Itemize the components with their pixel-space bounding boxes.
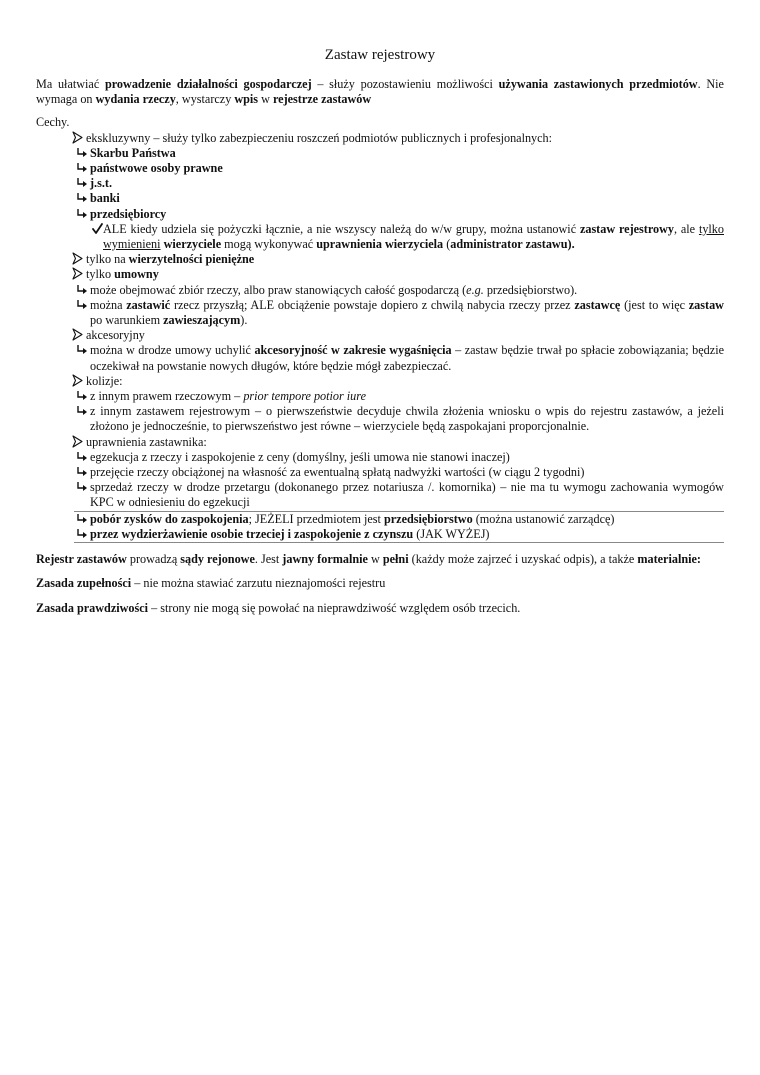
sublist-item [76, 146, 724, 161]
hollow-arrow-icon [72, 435, 86, 448]
sublist-text: sprzedaż rzeczy w drodze przetargu (dokonanego przez notariusza /. komornika) – nie ma tu wymogu zachowania wymogów KPC w odniesieniu do egzekucji [90, 480, 724, 510]
document-page [36, 46, 724, 616]
sublist-text: z innym prawem rzeczowym – [90, 389, 244, 404]
note-bold: uprawnienia wierzyciela [316, 237, 444, 252]
list-item-text: ekskluzywny – służy tylko zabezpieczeniu roszczeń podmiotów publicznych i profesjonalnych: [86, 130, 553, 145]
hook-arrow-icon [76, 146, 90, 159]
note-text: ALE kiedy udziela się pożyczki łącznie, a nie wszyscy należą do w/w grupy, można ustanowić [103, 221, 580, 236]
intro-text: . Nie wymaga on [36, 77, 724, 107]
paragraph-bold: jawny formalnie [282, 552, 368, 567]
sublist-text: z innym zastawem rejestrowym – o pierwszeństwie decyduje chwila złożenia wniosku o wpis do rejestru zastawów, a jeżeli złożono je jednocześnie, to pierwszeństwo jest równe – wierzyciele będą zaspokajani proporcjonalnie. [90, 404, 724, 434]
hook-arrow-icon [76, 389, 90, 402]
note-text: ( [443, 237, 451, 252]
sublist-text: (można ustanowić zarządcę) [472, 511, 615, 526]
intro-text: – służy pozostawieniu możliwości [311, 77, 499, 91]
intro-text: Ma ułatwiać [36, 77, 105, 91]
entity-label: j.s.t. [90, 176, 113, 191]
note-bold: administrator zastawu). [450, 237, 575, 252]
hollow-arrow-icon [72, 252, 86, 265]
list-item-uprawnienia [72, 435, 724, 450]
sublist-text: – zastaw będzie trwał po spłacie zobowiązania; będzie oczekiwał na powstanie nowych długów, które będzie mógł zabezpieczać. [90, 343, 724, 373]
sublist-bold: przedsiębiorstwo [383, 511, 473, 526]
divider [74, 542, 724, 543]
hook-arrow-icon [76, 176, 90, 189]
zupelnosc-paragraph [36, 576, 724, 591]
entity-label: państwowe osoby prawne [90, 161, 223, 176]
sublist-item [76, 450, 724, 465]
sublist-item [76, 298, 724, 328]
hook-arrow-icon [76, 480, 90, 493]
paragraph-text: – strony nie mogą się powołać na nieprawdziwość względem osób trzecich. [148, 600, 521, 615]
sublist-text: przedsiębiorstwo). [483, 282, 578, 297]
sublist-bold: zastawić [126, 297, 171, 312]
list-item-bold: umowny [114, 267, 159, 282]
hook-arrow-icon [76, 512, 90, 525]
list-item-akcesoryjny [72, 328, 724, 343]
sublist-item [76, 465, 724, 480]
intro-bold: używania zastawionych przedmiotów [498, 77, 698, 91]
list-item-text: akcesoryjny [86, 328, 145, 343]
sublist-text: może obejmować zbiór rzeczy, albo praw stanowiących całość gospodarczą ( [90, 282, 467, 297]
document-title: Zastaw rejestrowy [324, 47, 436, 63]
paragraph-bold: Zasada prawdziwości [36, 600, 149, 615]
intro-bold: rejestrze zastawów [272, 92, 372, 107]
sublist-item [76, 161, 724, 176]
sublist-bold: zastaw [688, 297, 724, 312]
paragraph-text: w [367, 552, 383, 567]
paragraph-text: . Jest [254, 552, 283, 567]
paragraph-text: (każdy może zajrzeć i uzyskać odpis), a także [408, 552, 638, 567]
prawdziwosc-paragraph [36, 601, 724, 616]
hollow-arrow-icon [72, 374, 86, 387]
paragraph-text: prowadzą [126, 552, 181, 567]
hook-arrow-icon [76, 191, 90, 204]
list-item-umowny [72, 267, 724, 282]
intro-paragraph [36, 77, 724, 107]
paragraph-bold: Zasada zupełności [36, 576, 132, 591]
sublist-text: (jest to więc [620, 297, 689, 312]
sublist-text: rzecz przyszłą; ALE obciążenie powstaje dopiero z chwilą nabycia rzeczy przez [170, 297, 575, 312]
sublist-text: egzekucja z rzeczy i zaspokojenie z ceny (domyślny, jeśli umowa nie stanowi inaczej) [90, 449, 510, 464]
sublist-text: po warunkiem [90, 313, 164, 328]
entity-label: banki [90, 191, 120, 206]
paragraph-bold: Rejestr zastawów [36, 552, 127, 567]
sublist-italic: e.g. [466, 282, 484, 297]
intro-bold: wydania rzeczy [95, 92, 176, 107]
note-bold: wierzyciele [163, 237, 222, 252]
sublist-item [76, 404, 724, 434]
paragraph-bold: pełni [382, 552, 409, 567]
intro-text: , wystarczy [175, 92, 235, 107]
list-item-text: tylko [86, 267, 115, 282]
sublist-text: przejęcie rzeczy obciążonej na własność za ewentualną spłatą nadwyżki wartości (w ciągu 2 tygodni) [90, 465, 585, 480]
list-item-text: kolizje: [86, 373, 123, 388]
entity-label: przedsiębiorcy [90, 206, 167, 221]
sublist-item [76, 176, 724, 191]
list-item-text: tylko na [86, 252, 129, 267]
sublist-item [76, 512, 724, 527]
sublist-item [76, 527, 724, 542]
sublist-bold: akcesoryjność w zakresie wygaśnięcia [254, 343, 452, 358]
sublist-bold: zastawcę [574, 297, 621, 312]
hook-arrow-icon [76, 527, 90, 540]
note-bold: zastaw rejestrowy [579, 221, 675, 236]
paragraph-bold: sądy rejonowe [180, 552, 255, 567]
list-item-kolizje [72, 374, 724, 389]
intro-text: w [258, 92, 273, 107]
sublist-bold: zawieszającym [163, 313, 241, 328]
note-text: , ale [674, 221, 699, 236]
sublist-item [76, 191, 724, 206]
note-underline: tylko wymienieni [103, 221, 724, 252]
section-label-cechy: Cechy. [36, 115, 70, 130]
intro-bold: prowadzenie działalności gospodarczej [104, 77, 312, 91]
sublist-item [76, 207, 724, 222]
paragraph-text: – nie można stawiać zarzutu nieznajomości rejestru [131, 576, 386, 591]
hook-arrow-icon [76, 283, 90, 296]
hook-arrow-icon [76, 298, 90, 311]
hook-arrow-icon [76, 161, 90, 174]
list-item-bold: wierzytelności pieniężne [128, 252, 255, 267]
list-item-exclusive [72, 131, 724, 146]
sublist-text: można [90, 297, 127, 312]
sublist-bold: pobór zysków do zaspokojenia [90, 511, 249, 526]
hook-arrow-icon [76, 404, 90, 417]
sublist-text: ). [240, 313, 248, 328]
sublist-bold: przez wydzierżawienie osobie trzeciej i zaspokojenie z czynszu [90, 526, 414, 541]
note-text: mogą wykonywać [221, 237, 317, 252]
sublist-item [76, 343, 724, 373]
hook-arrow-icon [76, 450, 90, 463]
list-item-text: uprawnienia zastawnika: [86, 434, 207, 449]
sublist-text: (JAK WYŻEJ) [413, 526, 490, 541]
rejestr-paragraph [36, 552, 724, 567]
hollow-arrow-icon [72, 328, 86, 341]
note-item [92, 222, 724, 252]
sublist-text: ; JEŻELI przedmiotem jest [248, 511, 384, 526]
entity-label: Skarbu Państwa [90, 145, 176, 160]
list-item-pieniezne [72, 252, 724, 267]
hook-arrow-icon [76, 343, 90, 356]
sublist-item [76, 389, 724, 404]
intro-bold: wpis [234, 92, 259, 107]
sublist-italic: prior tempore potior iure [243, 389, 366, 404]
hollow-arrow-icon [72, 131, 86, 144]
hook-arrow-icon [76, 465, 90, 478]
checkmark-icon [92, 222, 106, 235]
sublist-item [76, 480, 724, 510]
paragraph-bold: materialnie: [637, 552, 701, 567]
hollow-arrow-icon [72, 267, 86, 280]
hook-arrow-icon [76, 207, 90, 220]
sublist-text: można w drodze umowy uchylić [90, 343, 255, 358]
sublist-item [76, 283, 724, 298]
